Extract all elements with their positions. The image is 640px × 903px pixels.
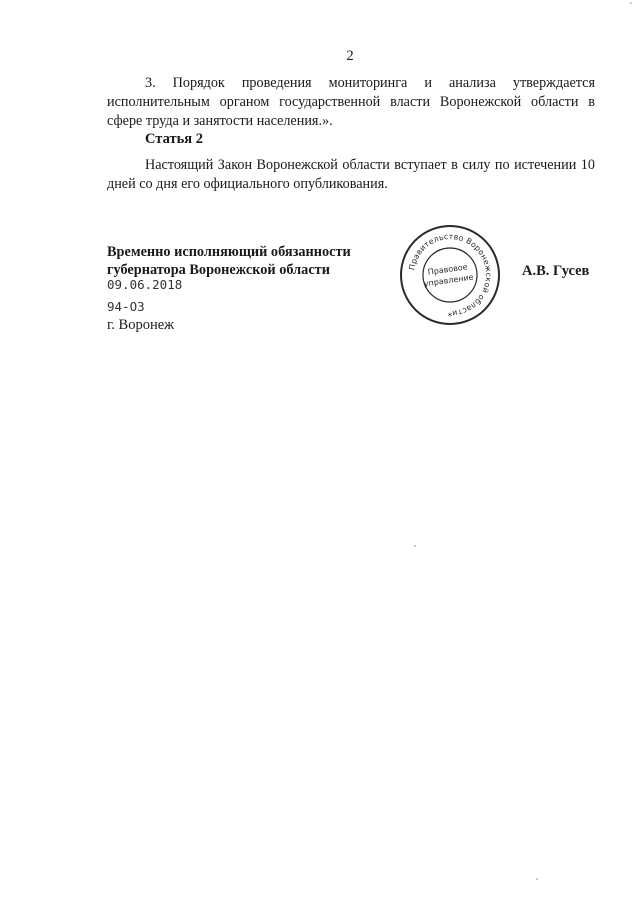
signature-block <box>107 243 351 279</box>
signature-date: 09.06.2018 <box>107 277 183 292</box>
law-number: 94-ОЗ <box>107 299 145 314</box>
article2-heading: Статья 2 <box>145 131 203 147</box>
signature-title-line2: губернатора Воронежской области <box>107 262 330 278</box>
signature-title-line1: Временно исполняющий обязанности <box>107 244 351 260</box>
article1-paragraph-3: 3. Порядок проведения мониторинга и анализа утверждается исполнительным органом государственной власти Воронежской области в сфере труда и занятости населения.». <box>107 75 595 129</box>
legal-department-stamp <box>398 223 502 327</box>
scan-speck <box>414 545 416 547</box>
stamp-star-mark: * <box>447 312 453 322</box>
signing-city: г. Воронеж <box>107 317 175 333</box>
scan-speck <box>536 878 538 880</box>
stamp-center-line1: Правовое <box>427 262 469 277</box>
stamp-ring-text: Правительство Воронежской области <box>407 231 494 319</box>
stamp-center-line2: управление <box>423 272 475 289</box>
article2-paragraph: Настоящий Закон Воронежской области вступает в силу по истечении 10 дней со дня его официального опубликования. <box>107 157 595 192</box>
signer-name: А.В. Гусев <box>522 263 590 279</box>
page-number: 2 <box>346 48 354 64</box>
scan-speck <box>630 2 632 4</box>
